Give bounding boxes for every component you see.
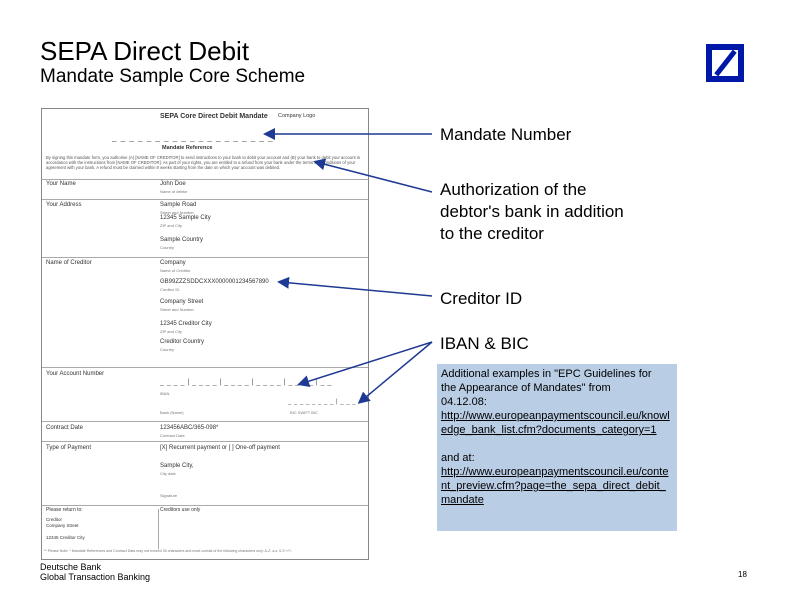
- creditor-id-sub: Creditor ID: [160, 287, 180, 292]
- callout-authorization-line2: debtor's bank in addition: [440, 202, 624, 221]
- your-name-sub: Name of debtor: [160, 189, 188, 194]
- epc-guidelines-infobox: [437, 364, 677, 531]
- creditor-city-sub: ZIP and City: [160, 329, 182, 334]
- infobox-line1: Additional examples in "EPC Guidelines for: [441, 368, 652, 380]
- sign-city: Sample City,: [160, 463, 194, 469]
- creditor-name: Company: [160, 260, 186, 266]
- creditor-country-sub: Country: [160, 347, 175, 352]
- brand-footer: [40, 562, 150, 582]
- address-street-sub: Street and Number: [160, 210, 194, 215]
- contract-date-label: Contract Date: [46, 425, 84, 431]
- signature-sub: Signature: [160, 493, 178, 498]
- account-number-label: Your Account Number: [46, 371, 105, 377]
- creditors-use-label: Creditors use only: [160, 507, 201, 513]
- slide-subtitle: Mandate Sample Core Scheme: [40, 66, 306, 87]
- mandate-authorization-text: By signing this mandate form, you authorise (A) [NAME OF CREDITOR] to send instructions to your bank to debit your account and (B) your bank to debit your account in accordance with the instructions from [NAME OF CREDITOR]. As part of your rights, you are entitled to a refund from your bank under the terms and conditions of your agreement with your bank. A refund must be claimed within 8 weeks starting from the date on which your account was debited.: [46, 155, 361, 171]
- epc-link-mandate[interactable]: http://www.europeanpaymentscouncil.eu/content_preview.cfm?page=the_sepa_direct_debit_mandate: [441, 466, 669, 506]
- arrow-iban: [300, 342, 432, 384]
- arrow-bic: [360, 342, 432, 402]
- please-return-label: Please return to:: [46, 507, 83, 513]
- creditor-street-sub: Street and Number: [160, 307, 194, 312]
- address-street: Sample Road: [160, 202, 197, 208]
- arrow-authorization: [316, 162, 432, 192]
- creditor-street: Company Street: [160, 299, 204, 305]
- payment-type-label: Type of Payment: [46, 445, 92, 451]
- mandate-header: SEPA Core Direct Debit Mandate: [160, 113, 268, 120]
- return-creditor: Creditor: [46, 517, 63, 522]
- return-street: Company Street: [46, 523, 79, 528]
- iban-sub: IBAN: [160, 391, 170, 396]
- bic-dashes: _ _ _ _ _ _ _ _ | _ _ _: [288, 399, 357, 405]
- arrow-creditor-id: [280, 282, 432, 296]
- page-number: 18: [738, 570, 747, 579]
- callout-iban-bic: IBAN & BIC: [440, 334, 529, 353]
- contract-value: 123456ABC/365-098*: [160, 425, 219, 431]
- callout-authorization-line1: Authorization of the: [440, 180, 587, 199]
- bic-sub: BIC SWIFT BIC: [290, 410, 318, 415]
- mandate-reference-dashes: _ _ _ _ _ _ _ _ _ _ _ _ _ _ _ _ _ _ _: [112, 133, 274, 142]
- address-city: 12345 Sample City: [160, 215, 211, 221]
- address-country-sub: Country: [160, 245, 175, 250]
- creditor-name-label: Name of Creditor: [46, 260, 92, 266]
- callout-mandate-number: Mandate Number: [440, 125, 572, 144]
- sign-city-sub: City date: [160, 471, 176, 476]
- address-country: Sample Country: [160, 237, 204, 243]
- address-city-sub: ZIP and City: [160, 223, 182, 228]
- slide-title: SEPA Direct Debit: [40, 36, 250, 66]
- brand-division: Global Transaction Banking: [40, 572, 151, 582]
- creditor-city: 12345 Creditor City: [160, 321, 212, 327]
- bank-name-sub: Bank (Name): [160, 410, 184, 415]
- infobox-line2: the Appearance of Mandates" from: [441, 382, 611, 394]
- mandate-footnote: ** Please Note: * Mandate References and Contract Data may not exceed 35 characters and must consist of the following characters only: A-Z, a-z, 0-9 +/?-: [44, 549, 292, 553]
- your-address-label: Your Address: [46, 202, 82, 208]
- callout-authorization-line3: to the creditor: [440, 224, 544, 243]
- creditor-country: Creditor Country: [160, 339, 205, 345]
- payment-type-value: [X] Recurrent payment or [ ] One-off payment: [160, 445, 280, 451]
- return-city: 12345 Creditor City: [46, 535, 85, 540]
- company-logo-placeholder: Company Logo: [278, 113, 316, 119]
- your-name-value: John Doe: [160, 181, 186, 187]
- creditor-id-value: GB99ZZZSDDCXXX0000001234567890: [160, 279, 269, 285]
- infobox-and-at: and at:: [441, 452, 475, 464]
- infobox-line3: 04.12.08:: [441, 396, 487, 408]
- iban-dashes: _ _ _ _ | _ _ _ _ | _ _ _ _ | _ _ _ _ | _ _ _ _ | _ _: [160, 379, 332, 386]
- callout-authorization: [440, 179, 624, 245]
- epc-link-knowledge-bank[interactable]: http://www.europeanpaymentscouncil.eu/knowledge_bank_list.cfm?documents_category=1: [441, 410, 670, 436]
- contract-sub: Contract Date: [160, 433, 185, 438]
- mandate-reference-label: Mandate Reference: [162, 145, 213, 151]
- creditor-name-sub: Name of Creditor: [160, 268, 191, 273]
- callout-creditor-id: Creditor ID: [440, 289, 523, 308]
- brand-name: Deutsche Bank: [40, 562, 102, 572]
- your-name-label: Your Name: [46, 181, 76, 187]
